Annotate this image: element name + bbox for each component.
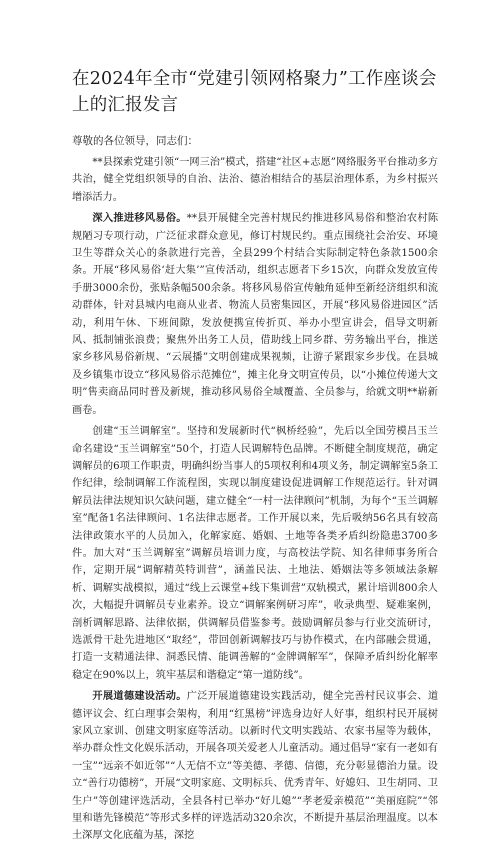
paragraph-mediation-room [72,423,438,684]
paragraph-lead: 开展道德建设活动。 [92,690,187,703]
paragraph-text: **县探索党建引领“一网三治”模式，搭建“社区+志愿”网络服务平台推动多方共治，健全党组织领导的自治、法治、德治相结合的基层治理体系，为乡村振兴增添活力。 [72,157,438,203]
paragraph-intro [72,154,438,206]
paragraph-customs-reform [72,210,438,419]
paragraph-moral-building [72,688,438,845]
salutation: 尊敬的各位领导，同志们： [72,135,198,147]
document-title: 在2024年全市“党建引领网格聚力”工作座谈会上的汇报发言 [72,69,437,115]
paragraph-text: 广泛开展道德建设实践活动，健全完善村民议事会、道德评议会、红白理事会架构，利用“红黑榜”评选身边好人好事，组织村民开展树家风立家训、创建文明家庭等活动。以新时代文明实践站、农家书屋等为载体，举办群众性文化娱乐活动，开展各项关爱老人儿童活动。通过倡导“家有一老如有一宝”“远亲不如近邻”“人无信不立”等美德、孝德、信德，充分彰显德治力量。设立“善行功德榜”，开展“文明家庭、文明标兵、优秀青年、好媳妇、卫生胡同、卫生户”等创建评选活动，全县各村已举办“好儿媳”“孝老爱亲模范”“美丽庭院”“邻里和谐先锋模范”等形式多样的评选活动320余次，不断提升基层治理温度。以本土深厚文化底蕴为基，深挖 [72,691,439,842]
paragraph-text: 创建“玉兰调解室”。坚持和发展新时代“枫桥经验”，先后以全国劳模吕玉兰命名建设“玉兰调解室”50个，打造人民调解特色品牌。不断健全制度规范，确定调解员的6项工作职责，明确纠纷当事人的5项权利和4项义务，制定调解室5条工作纪律，绘制调解工作流程图，实现以制度建设促进调解工作规范运行。针对调解员法律法规知识欠缺问题，建立健全“一村一法律顾问”机制，为每个“玉兰调解室”配备1名法律顾问、1名法律志愿者。工作开展以来，先后吸纳56名具有较高法律政策水平的人员加入，化解家庭、婚姻、土地等各类矛盾纠纷隐患3700多件。加大对“玉兰调解室”调解员培训力度，与高校法学院、知名律师事务所合作，定期开展“调解精英特训营”，涵盖民法、土地法、婚姻法等多领域法条解析、调解实战模拟，通过“线上云课堂+线下集训营”双轨模式，累计培训800余人次，大幅提升调解员专业素养。设立“调解案例研习库”，收录典型、疑难案例，剖析调解思路、法律依据，供调解员借鉴参考。鼓励调解员参与行业交流研讨，选派骨干赴先进地区“取经”，带回创新调解技巧与协作模式，在内部融会贯通，打造一支精通法律、洞悉民情、能调善解的“金牌调解军”，保障矛盾纠纷化解率稳定在90%以上，筑牢基层和谐稳定“第一道防线”。 [72,426,438,681]
paragraph-lead: 深入推进移风易俗。 [92,212,187,225]
paragraph-text: **县开展健全完善村规民约推进移风易俗和整治农村陈规陋习专项行动，广泛征求群众意见，修订村规民约。重点围绕社会治安、环境卫生等群众关心的条款进行完善，全县299个村结合实际制定特色条款1500余条。开展“移风易俗‘赶大集’”宣传活动，组织志愿者下乡15次，向群众发放宣传手册3000余份，张贴条幅500余条。将移风易俗宣传触角延伸至新经济组织和流动群体，针对县城内电商从业者、物流人员密集园区，开展“移风易俗进园区”活动，利用午休、下班间隙，发放便携宣传折页、举办小型宣讲会，倡导文明新风、抵制铺张浪费；聚焦外出务工人员，借助线上同乡群、劳务输出平台，推送家乡移风易俗新规、“云展播”文明创建成果视频，让游子紧跟家乡步伐。在县城及乡镇集市设立“移风易俗示范摊位”，摊主化身文明宣传员，以“小摊位传递大文明”售卖商品同时普及新规，推动移风易俗全域覆盖、全员参与，给就文明**崭新画卷。 [72,213,439,416]
